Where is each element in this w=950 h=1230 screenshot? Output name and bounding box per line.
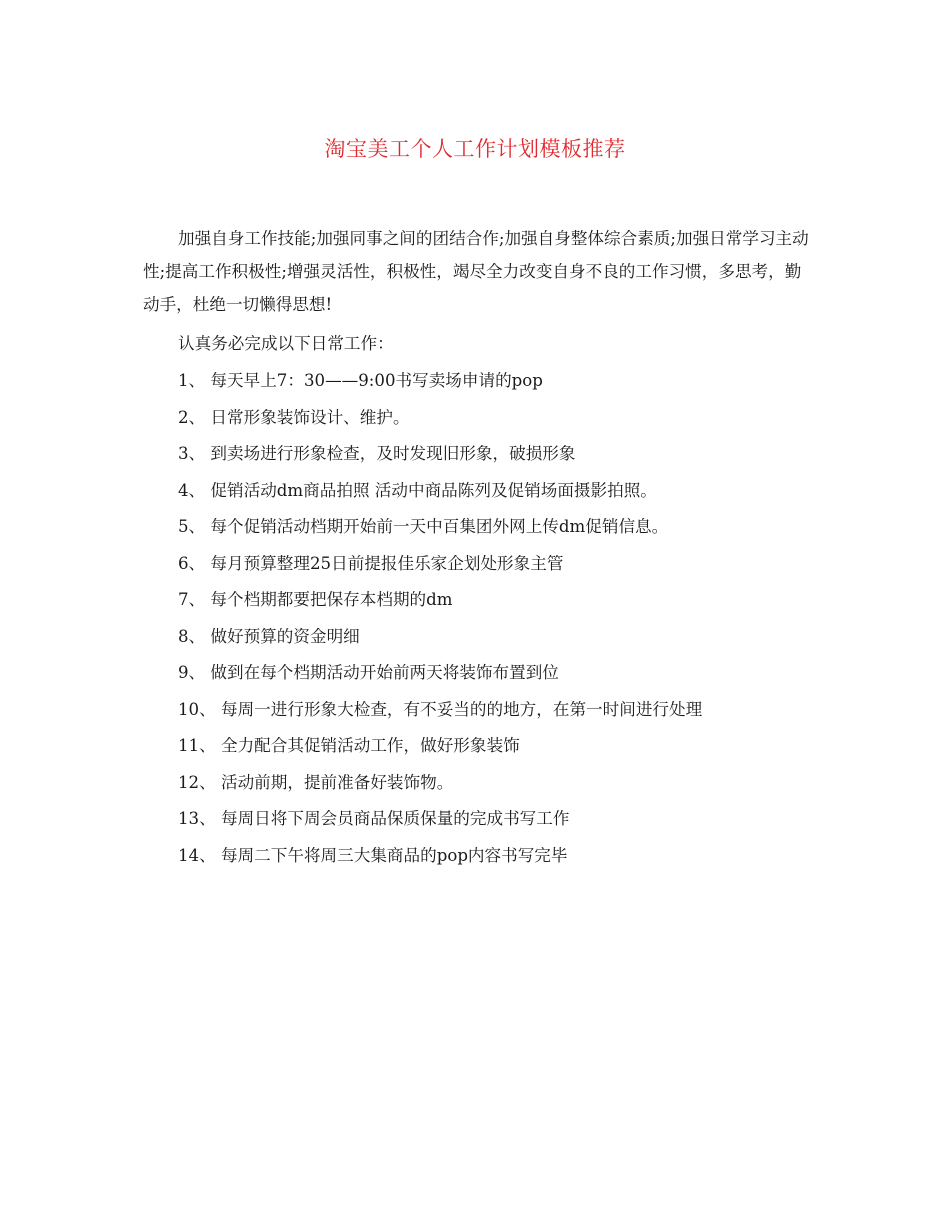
list-item: 3、 到卖场进行形象检查，及时发现旧形象，破损形象 <box>178 444 576 463</box>
lead-sentence: 认真务必完成以下日常工作： <box>178 334 394 353</box>
list-item: 9、 做到在每个档期活动开始前两天将装饰布置到位 <box>178 663 559 682</box>
list-item: 14、 每周二下午将周三大集商品的pop内容书写完毕 <box>178 845 568 865</box>
list-item: 8、 做好预算的资金明细 <box>178 626 360 646</box>
list-item: 6、 每月预算整理25日前提报佳乐家企划处形象主管 <box>178 553 564 573</box>
list-item: 12、 活动前期，提前准备好装饰物。 <box>178 772 454 792</box>
list-item: 13、 每周日将下周会员商品保质保量的完成书写工作 <box>178 809 570 828</box>
list-item: 5、 每个促销活动档期开始前一天中百集团外网上传dm促销信息。 <box>178 517 669 536</box>
intro-paragraph: 加强自身工作技能;加强同事之间的团结合作;加强自身整体综合素质;加强日常学习主动性;提高工作积极性;增强灵活性，积极性，竭尽全力改变自身不良的工作习惯，多思考，勤动手，杜绝一切懒得思想! <box>143 229 809 314</box>
task-list <box>178 364 702 875</box>
list-item: 2、 日常形象装饰设计、维护。 <box>178 407 410 427</box>
list-item: 4、 促销活动dm商品拍照 活动中商品陈列及促销场面摄影拍照。 <box>178 480 657 500</box>
list-item: 11、 全力配合其促销活动工作，做好形象装饰 <box>178 736 520 755</box>
document-title: 淘宝美工个人工作计划模板推荐 <box>324 137 626 161</box>
list-item: 7、 每个档期都要把保存本档期的dm <box>178 590 453 609</box>
list-item: 1、 每天早上7：30——9:00书写卖场申请的pop <box>178 371 543 390</box>
list-item: 10、 每周一进行形象大检查，有不妥当的的地方，在第一时间进行处理 <box>178 699 703 719</box>
